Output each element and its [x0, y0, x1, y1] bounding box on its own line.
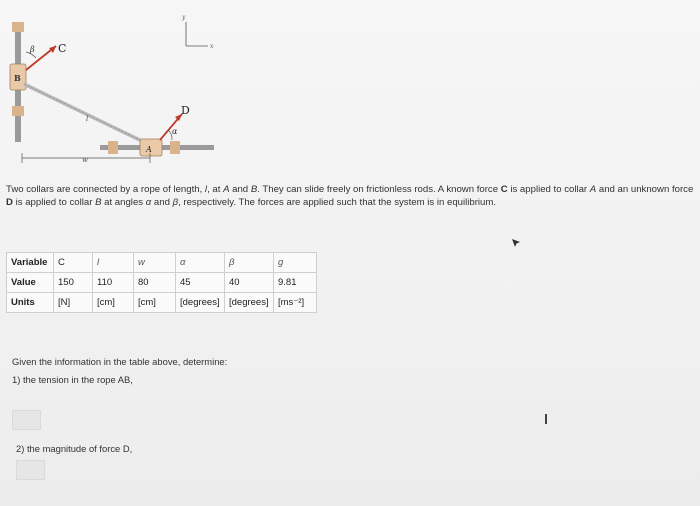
table-cell: 150 [54, 273, 93, 293]
var-a: A [223, 184, 230, 195]
table-row-values [7, 273, 317, 293]
var-beta: β [172, 196, 179, 208]
label-c: C [58, 42, 67, 55]
text-caret-icon [545, 414, 547, 424]
label-y: y [182, 14, 186, 21]
table-cell: [cm] [134, 293, 176, 313]
label-b: B [14, 73, 21, 83]
question-2: 2) the magnitude of force D, [16, 443, 133, 454]
rod-top-mount [12, 22, 24, 32]
problem-text: is applied to collar [507, 184, 590, 195]
table-cell: 110 [93, 273, 134, 293]
label-x: x [210, 43, 214, 50]
collar-rope-diagram [0, 0, 240, 172]
questions-intro: Given the information in the table above, determine: [12, 356, 228, 367]
table-cell: 80 [134, 273, 176, 293]
var-l: l [204, 184, 208, 195]
var-b: B [95, 196, 102, 208]
table-cell: [degrees] [176, 293, 225, 313]
table-cell: [ms⁻²] [274, 293, 317, 313]
var-d: D [6, 196, 13, 208]
problem-text: and [151, 196, 173, 208]
table-cell: α [176, 253, 225, 273]
problem-text: . They can slide freely on frictionless rods. A known force [257, 184, 501, 195]
table-cell: Variable [7, 253, 54, 273]
var-b: B [250, 184, 258, 195]
table-cell: 45 [176, 273, 225, 293]
problem-text: at angles [101, 196, 146, 208]
mouse-cursor-icon [510, 237, 522, 249]
variables-table [6, 252, 317, 313]
force-c-arrowhead [49, 46, 56, 53]
rod-right-mount [170, 141, 180, 154]
table-cell: Value [7, 273, 54, 293]
table-cell: [degrees] [225, 293, 274, 313]
table-cell: l [93, 253, 134, 273]
label-w: w [82, 156, 88, 164]
table-cell: Units [7, 293, 54, 313]
answer-input-2[interactable] [16, 460, 45, 480]
problem-text: , respectively. The forces are applied such that the system is in equilibrium. [178, 196, 497, 208]
var-c: C [500, 184, 508, 195]
problem-statement [6, 184, 694, 209]
table-cell: C [54, 253, 93, 273]
table-cell: β [225, 253, 274, 273]
table-cell: g [274, 253, 317, 273]
table-cell: [N] [54, 293, 93, 313]
rod-left-mount [108, 141, 118, 154]
label-d: D [181, 104, 190, 117]
table-cell: 9.81 [274, 273, 317, 293]
question-1: 1) the tension in the rope AB, [12, 374, 133, 385]
problem-text: , at [207, 184, 224, 195]
rod-bottom-mount [12, 106, 24, 116]
table-cell: [cm] [93, 293, 134, 313]
table-cell: w [134, 253, 176, 273]
problem-text: Two collars are connected by a rope of length, [6, 184, 205, 195]
table-row-header [7, 253, 317, 273]
answer-input-1[interactable] [12, 410, 41, 430]
problem-text: is applied to collar [12, 196, 96, 208]
label-a: A [146, 145, 152, 154]
label-l: l [86, 115, 89, 123]
problem-text: and [229, 184, 251, 195]
var-a: A [589, 184, 597, 195]
table-row-units [7, 293, 317, 313]
table-cell: 40 [225, 273, 274, 293]
label-beta: β [30, 45, 35, 54]
label-alpha: α [172, 127, 178, 136]
problem-text: and an unknown force [596, 184, 694, 195]
var-alpha: α [145, 196, 152, 208]
